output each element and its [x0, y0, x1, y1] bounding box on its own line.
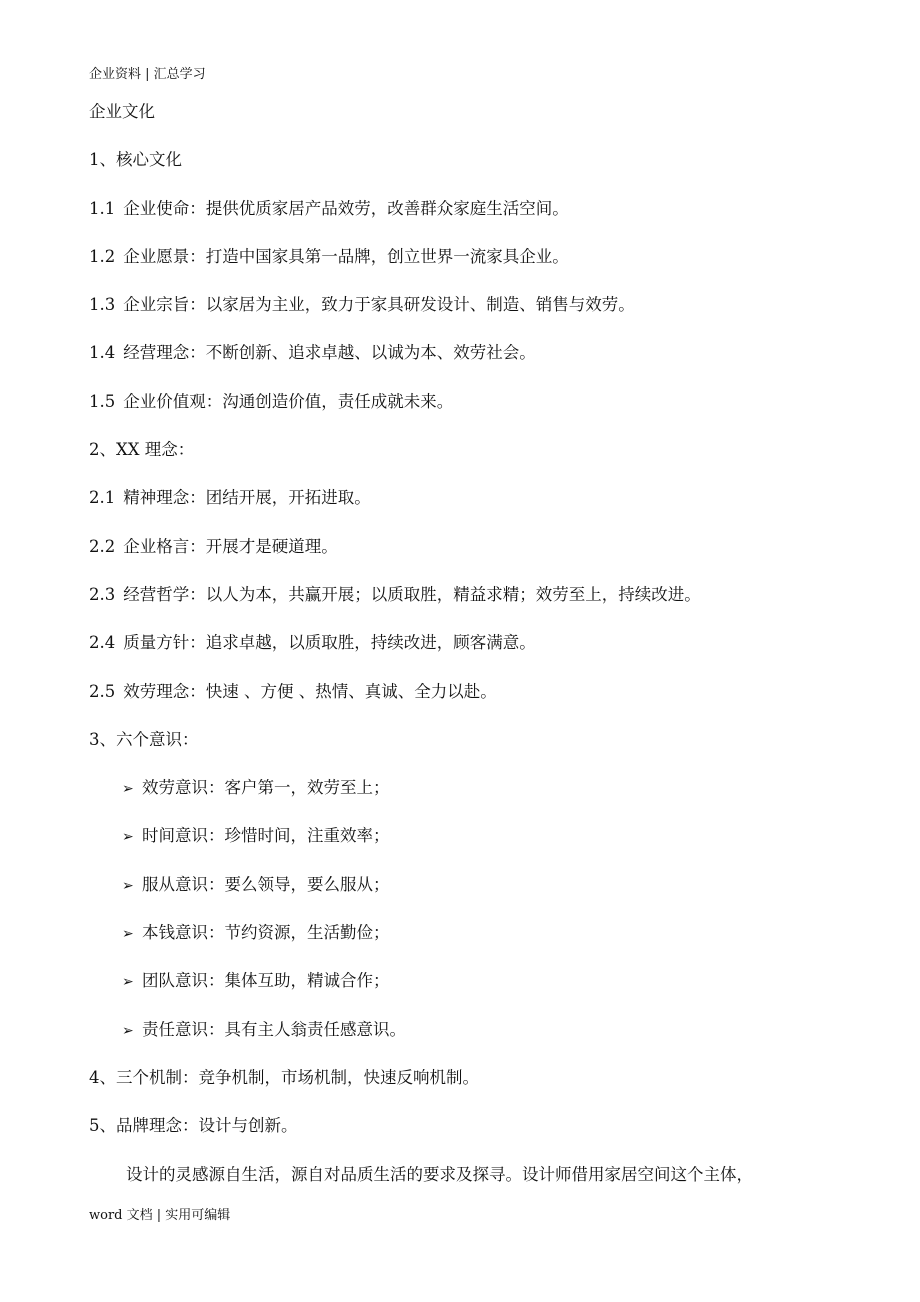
- awareness-item: [89, 774, 829, 822]
- core-item: [89, 291, 829, 339]
- section-heading-mechanisms: 4、三个机制：竞争机制，市场机制，快速反响机制。: [89, 1067, 479, 1087]
- item-text: 企业价值观：沟通创造价值，责任成就未来。: [123, 391, 454, 411]
- arrow-bullet-icon: ➢: [122, 974, 134, 991]
- item-text: 本钱意识：节约资源，生活勤俭；: [142, 923, 390, 943]
- arrow-bullet-icon: ➢: [122, 829, 134, 846]
- item-number: 2.2: [89, 536, 116, 556]
- section-heading-awareness: 3、六个意识：: [89, 729, 199, 749]
- arrow-bullet-icon: ➢: [122, 781, 134, 798]
- idea-item: [89, 629, 829, 677]
- item-number: 2.1: [89, 488, 116, 508]
- item-number: 1.5: [89, 391, 116, 411]
- core-item: [89, 243, 829, 291]
- core-item: [89, 388, 829, 436]
- item-number: 1.4: [89, 343, 116, 363]
- idea-item: [89, 581, 829, 629]
- item-number: 1.2: [89, 246, 116, 266]
- idea-item: [89, 678, 829, 726]
- document-title: 企业文化: [89, 102, 155, 121]
- arrow-bullet-icon: ➢: [122, 1022, 134, 1039]
- item-text: 服从意识：要么领导，要么服从；: [142, 874, 390, 894]
- item-text: 质量方针：追求卓越，以质取胜，持续改进，顾客满意。: [123, 633, 536, 653]
- section-heading-ideas: 2、XX 理念：: [89, 440, 195, 460]
- awareness-item: [89, 1016, 829, 1064]
- idea-item: [89, 533, 829, 581]
- awareness-item: [89, 967, 829, 1015]
- item-text: 经营哲学：以人为本，共赢开展；以质取胜，精益求精；效劳至上，持续改进。: [123, 584, 701, 604]
- item-text: 企业格言：开展才是硬道理。: [123, 536, 338, 556]
- core-item: [89, 339, 829, 387]
- awareness-item: [89, 822, 829, 870]
- arrow-bullet-icon: ➢: [122, 926, 134, 943]
- item-text: 效劳意识：客户第一，效劳至上；: [142, 778, 390, 798]
- item-text: 责任意识：具有主人翁责任感意识。: [142, 1019, 406, 1039]
- body-paragraph: 设计的灵感源自生活，源自对品质生活的要求及探寻。设计师借用家居空间这个主体，: [126, 1164, 753, 1184]
- item-number: 2.3: [89, 584, 116, 604]
- item-number: 1.3: [89, 295, 116, 315]
- core-item: [89, 195, 829, 243]
- page-header: 企业资料 | 汇总学习: [89, 67, 206, 82]
- item-text: 团队意识：集体互助，精诚合作；: [142, 971, 390, 991]
- item-number: 2.4: [89, 633, 116, 653]
- item-text: 企业宗旨：以家居为主业，致力于家具研发设计、制造、销售与效劳。: [123, 295, 635, 315]
- item-text: 经营理念：不断创新、追求卓越、以诚为本、效劳社会。: [123, 343, 536, 363]
- item-text: 企业愿景：打造中国家具第一品牌，创立世界一流家具企业。: [123, 246, 569, 266]
- item-number: 1.1: [89, 198, 116, 218]
- document-body: [89, 98, 829, 1209]
- arrow-bullet-icon: ➢: [122, 877, 134, 894]
- idea-item: [89, 484, 829, 532]
- page-footer: word 文档 | 实用可编辑: [89, 1208, 231, 1223]
- item-number: 2.5: [89, 681, 116, 701]
- awareness-item: [89, 871, 829, 919]
- item-text: 精神理念：团结开展，开拓进取。: [123, 488, 371, 508]
- section-heading-core: 1、核心文化: [89, 150, 182, 170]
- item-text: 时间意识：珍惜时间，注重效率；: [142, 826, 390, 846]
- section-heading-brand: 5、品牌理念：设计与创新。: [89, 1116, 298, 1136]
- item-text: 企业使命：提供优质家居产品效劳，改善群众家庭生活空间。: [123, 198, 569, 218]
- awareness-item: [89, 919, 829, 967]
- item-text: 效劳理念：快速 、方便 、热情、真诚、全力以赴。: [123, 681, 497, 701]
